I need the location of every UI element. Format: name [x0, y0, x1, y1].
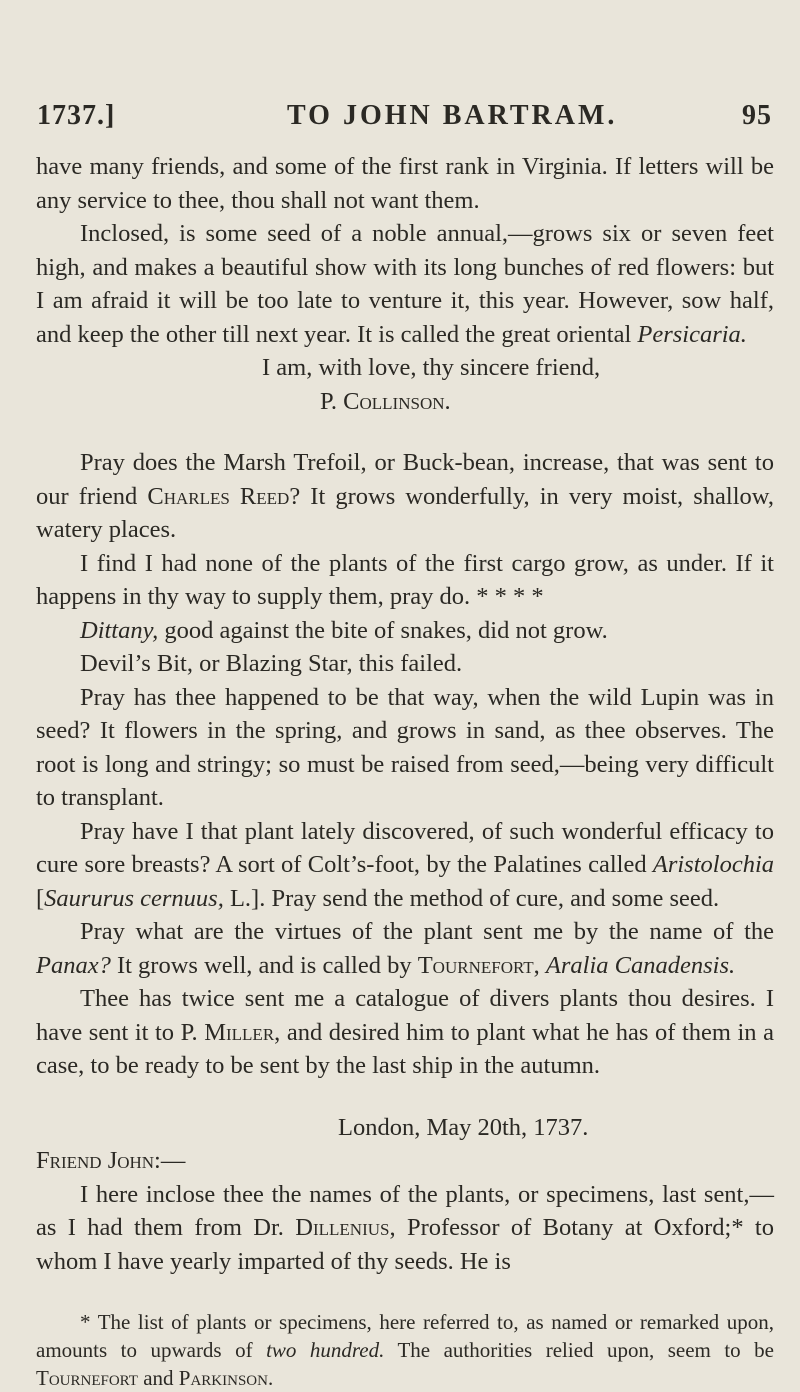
letter1-closing: I am, with love, thy sincere friend, — [262, 354, 601, 381]
footnote-text-d: . — [267, 1366, 274, 1390]
running-header — [37, 100, 772, 140]
letter2-dateline: London, May 20th, 1737. — [338, 1113, 589, 1141]
page-number: 95 — [742, 100, 772, 131]
letter1-paragraph-1: have many friends, and some of the first rank in Virginia. If letters will be any service to thee, thou shall not want them. — [36, 153, 774, 214]
query-3 — [36, 614, 774, 648]
query-8-name: Miller — [204, 1018, 275, 1046]
query-6-italic-1: Aristolochia — [652, 851, 774, 878]
letter1-p2-italic: Persicaria. — [637, 320, 747, 348]
query-7-text-b: It grows well, and is called by — [110, 951, 418, 979]
section-gap — [36, 418, 774, 446]
query-7 — [36, 915, 774, 982]
query-4: Devil’s Bit, or Blazing Star, this failed. — [80, 650, 463, 677]
letter1-paragraph-2 — [36, 217, 774, 351]
footnote — [36, 1308, 774, 1392]
query-6-text-c: L.]. Pray send the method of cure, and some seed. — [223, 884, 720, 912]
letter1-p2-text: Inclosed, is some seed of a noble annual,—grows six or seven feet high, and makes a beautiful show with its long bunches of red flowers: but I am afraid it will be too late to venture it, this year. However, sow half, and keep the other till next year. It is called the great oriental — [36, 220, 774, 348]
query-7-italic-1: Panax? — [36, 951, 111, 979]
query-7-name: Tournefort — [417, 951, 534, 979]
letter2-paragraph-1 — [36, 1178, 774, 1279]
header-title: TO JOHN BARTRAM. — [287, 100, 618, 131]
letter2-salutation: Friend John:— — [36, 1147, 186, 1174]
header-year: 1737.] — [37, 100, 116, 131]
footnote-text-b: The authorities relied upon, seem to be — [384, 1338, 774, 1362]
letter2-p1-text-b: , Professor of Botany at Oxford;* to whom I have yearly imparted of thy seeds. He is — [36, 1214, 774, 1275]
query-1-name: Charles Reed — [147, 482, 290, 510]
letter2-p1-name: Dillenius — [295, 1214, 390, 1241]
query-7-text-c: , — [533, 951, 546, 979]
footnote-separator — [36, 1278, 774, 1308]
section-gap — [36, 1083, 774, 1111]
footnote-text-a: * The list of plants or specimens, here referred to, as named or remarked upon, amounts to upwards of — [36, 1310, 774, 1362]
query-7-text-a: Pray what are the virtues of the plant sent me by the name of the — [80, 918, 774, 945]
query-1-text-a: Pray does the Marsh Trefoil, or Buck-bean, increase, that was sent to our friend — [36, 449, 774, 510]
letter1-signature: P. Collinson. — [320, 387, 451, 415]
query-6 — [36, 815, 774, 916]
query-1-text-b: ? It grows wonderfully, in very moist, shallow, watery places. — [36, 482, 774, 543]
query-5: Pray has thee happened to be that way, when the wild Lupin was in seed? It flowers in the spring, and grows in sand, as thee observes. The root is long and stringy; so must be raised from seed,—being very difficult to transplant. — [36, 683, 774, 811]
query-8 — [36, 982, 774, 1083]
query-6-italic-2: Saururus cernuus, — [44, 884, 224, 912]
query-7-italic-2: Aralia Canadensis. — [545, 951, 736, 979]
query-8-text-b: , and desired him to plant what he has of them in a case, to be ready to be sent by the last ship in the autumn. — [36, 1018, 774, 1079]
query-6-text-a: Pray have I that plant lately discovered, of such wonderful efficacy to cure sore breasts? A sort of Colt’s-foot, by the Palatines called — [36, 817, 774, 878]
query-8-text-a: Thee has twice sent me a catalogue of divers plants thou desires. I have sent it to P. — [36, 985, 774, 1046]
query-3-italic: Dittany, — [80, 616, 159, 644]
footnote-text-c: and — [137, 1366, 179, 1390]
footnote-name-2: Parkinson — [178, 1366, 268, 1390]
footnote-italic: two hundred. — [266, 1338, 385, 1362]
query-6-text-b: [ — [36, 884, 45, 912]
letter2-p1-text-a: I here inclose thee the names of the plants, or specimens, last sent,—as I had them from Dr. — [36, 1180, 774, 1241]
query-1 — [36, 446, 774, 547]
page-body — [36, 150, 774, 1392]
query-2: I find I had none of the plants of the first cargo grow, as under. If it happens in thy way to supply them, pray do. * * * * — [36, 549, 774, 610]
query-3-text: good against the bite of snakes, did not grow. — [158, 616, 608, 644]
footnote-name-1: Tournefort — [36, 1366, 138, 1390]
